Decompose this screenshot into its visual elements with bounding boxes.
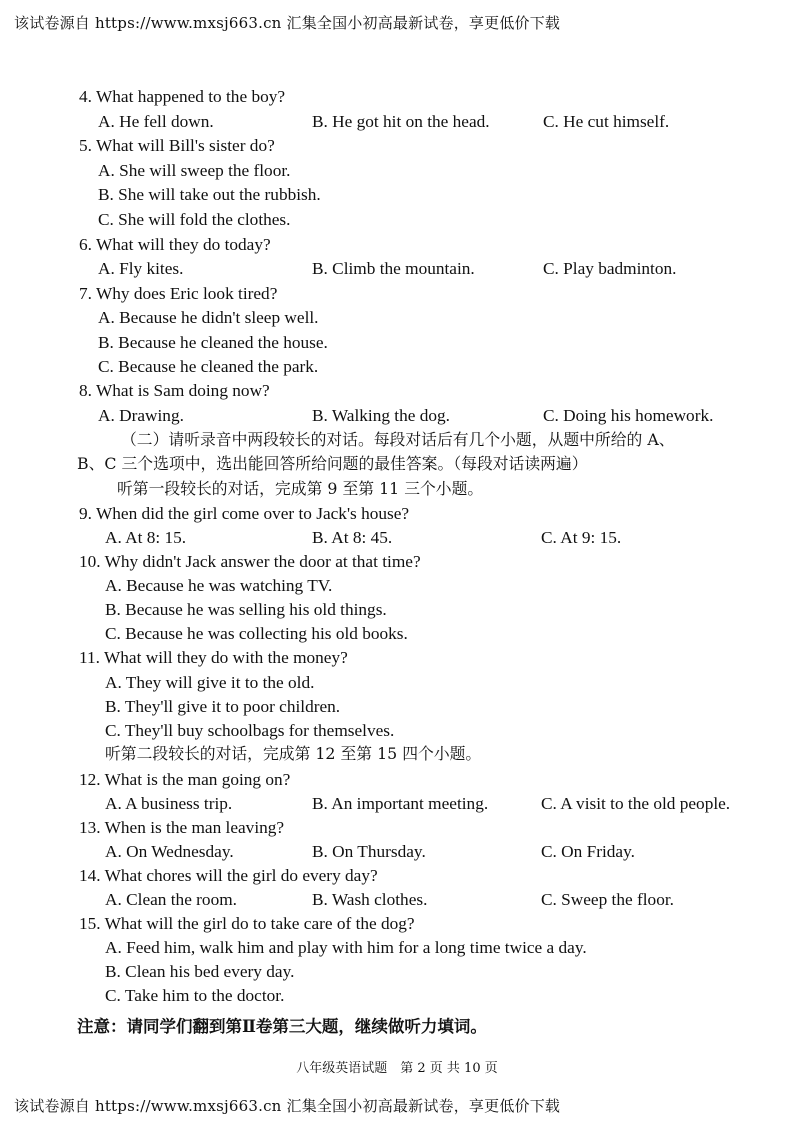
q11-option-a: A. They will give it to the old.	[105, 673, 315, 692]
question-10: 10. Why didn't Jack answer the door at that time?	[79, 552, 421, 571]
q10-option-c: C. Because he was collecting his old books.	[105, 624, 408, 643]
dialog-2-intro: 听第二段较长的对话，完成第 12 至第 15 四个小题。	[105, 744, 482, 763]
q12-option-b: B. An important meeting.	[312, 794, 489, 813]
q5-option-b: B. She will take out the rubbish.	[98, 185, 321, 204]
question-6: 6. What will they do today?	[79, 235, 271, 254]
q9-option-b: B. At 8: 45.	[312, 528, 393, 547]
question-15: 15. What will the girl do to take care of the dog?	[79, 914, 415, 933]
q5-option-c: C. She will fold the clothes.	[98, 210, 291, 229]
question-12: 12. What is the man going on?	[79, 770, 291, 789]
q9-option-c: C. At 9: 15.	[541, 528, 622, 547]
page-footer: 八年级英语试题 第 2 页 共 10 页	[296, 1061, 498, 1076]
q10-option-b: B. Because he was selling his old things.	[105, 600, 387, 619]
q8-option-a: A. Drawing.	[98, 406, 184, 425]
q14-option-b: B. Wash clothes.	[312, 890, 428, 909]
q15-option-c: C. Take him to the doctor.	[105, 986, 285, 1005]
q14-option-c: C. Sweep the floor.	[541, 890, 674, 909]
q13-option-b: B. On Thursday.	[312, 842, 426, 861]
q11-option-b: B. They'll give it to poor children.	[105, 697, 341, 716]
q4-option-c: C. He cut himself.	[543, 112, 670, 131]
q11-option-c: C. They'll buy schoolbags for themselves.	[105, 721, 395, 740]
q8-option-c: C. Doing his homework.	[543, 406, 714, 425]
section-2-instruction-line-2: B、C 三个选项中，选出能回答所给问题的最佳答案。（每段对话读两遍）	[77, 454, 588, 473]
q14-option-a: A. Clean the room.	[105, 890, 237, 909]
q9-option-a: A. At 8: 15.	[105, 528, 187, 547]
q7-option-a: A. Because he didn't sleep well.	[98, 308, 319, 327]
question-4: 4. What happened to the boy?	[79, 87, 286, 106]
notice: 注意：请同学们翻到第Ⅱ卷第三大题，继续做听力填词。	[77, 1017, 487, 1036]
source-footer: 该试卷源自 https://www.mxsj663.cn 汇集全国小初高最新试卷，享更低价下载	[14, 1097, 561, 1115]
q12-option-a: A. A business trip.	[105, 794, 233, 813]
question-8: 8. What is Sam doing now?	[79, 381, 270, 400]
q15-option-a: A. Feed him, walk him and play with him for a long time twice a day.	[105, 938, 587, 957]
q4-option-b: B. He got hit on the head.	[312, 112, 490, 131]
question-9: 9. When did the girl come over to Jack's house?	[79, 504, 410, 523]
q6-option-a: A. Fly kites.	[98, 259, 184, 278]
q4-option-a: A. He fell down.	[98, 112, 214, 131]
section-2-instruction-line-1: （二）请听录音中两段较长的对话。每段对话后有几个小题，从题中所给的 A、	[121, 430, 675, 449]
q15-option-b: B. Clean his bed every day.	[105, 962, 295, 981]
q13-option-a: A. On Wednesday.	[105, 842, 234, 861]
q10-option-a: A. Because he was watching TV.	[105, 576, 333, 595]
dialog-1-intro: 听第一段较长的对话，完成第 9 至第 11 三个小题。	[117, 479, 484, 498]
question-13: 13. When is the man leaving?	[79, 818, 285, 837]
question-7: 7. Why does Eric look tired?	[79, 284, 278, 303]
q6-option-c: C. Play badminton.	[543, 259, 677, 278]
q13-option-c: C. On Friday.	[541, 842, 635, 861]
q12-option-c: C. A visit to the old people.	[541, 794, 731, 813]
q7-option-b: B. Because he cleaned the house.	[98, 333, 328, 352]
q7-option-c: C. Because he cleaned the park.	[98, 357, 319, 376]
source-header: 该试卷源自 https://www.mxsj663.cn 汇集全国小初高最新试卷，享更低价下载	[14, 14, 561, 32]
question-5: 5. What will Bill's sister do?	[79, 136, 275, 155]
q8-option-b: B. Walking the dog.	[312, 406, 450, 425]
q5-option-a: A. She will sweep the floor.	[98, 161, 291, 180]
question-11: 11. What will they do with the money?	[79, 648, 348, 667]
question-14: 14. What chores will the girl do every day?	[79, 866, 378, 885]
q6-option-b: B. Climb the mountain.	[312, 259, 475, 278]
